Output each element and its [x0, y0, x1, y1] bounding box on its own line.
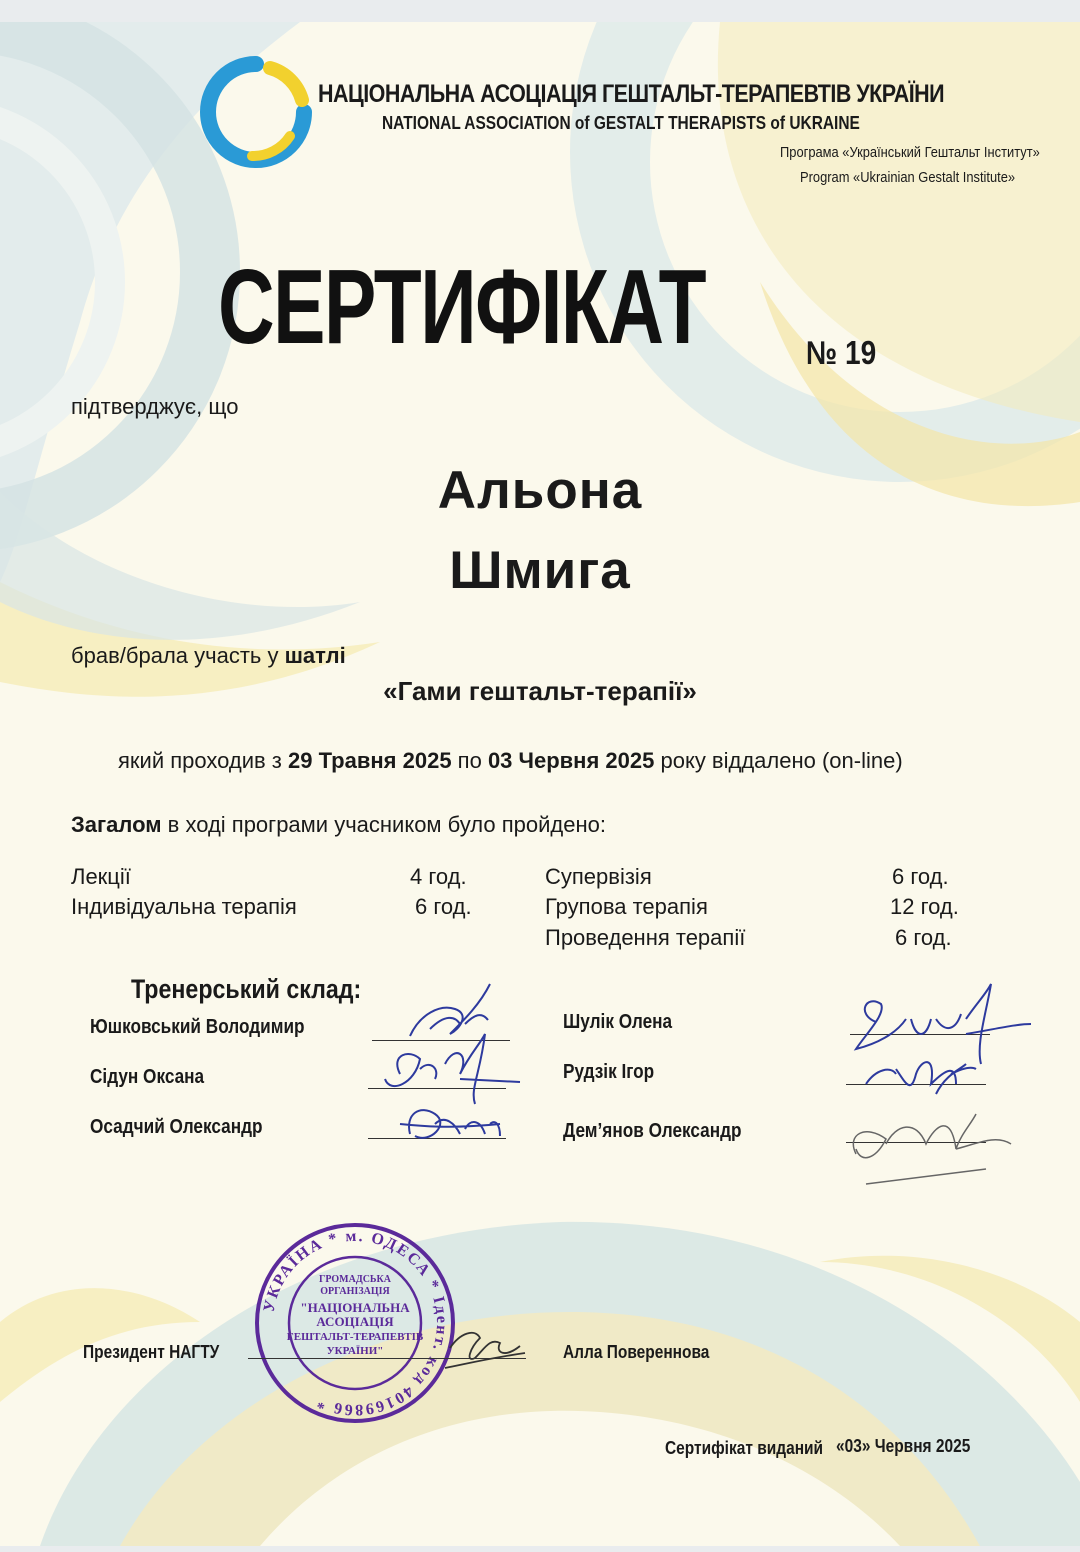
hours-left-label-0: Лекції [71, 864, 131, 889]
hours-right-value-0: 6 год. [892, 864, 949, 889]
hours-left-value-1: 6 год. [415, 894, 472, 919]
seal-line-2: "НАЦІОНАЛЬНА [300, 1300, 410, 1315]
hours-left-value-0: 4 год. [410, 864, 467, 889]
issued-label: Сертифікат виданий [665, 1438, 824, 1458]
trainer-left-1: Сідун Оксана [90, 1066, 205, 1088]
org-name-ua: НАЦІОНАЛЬНА АСОЦІАЦІЯ ГЕШТАЛЬТ-ТЕРАПЕВТІВ УКРАЇНИ [318, 80, 945, 108]
hours-left-label-1: Індивідуальна терапія [71, 894, 297, 919]
hours-right-label-0: Супервізія [545, 864, 652, 889]
total-rest: в ході програми учасником було пройдено: [161, 812, 606, 837]
issued-date: «03» Червня 2025 [836, 1436, 971, 1456]
certificate-title: СЕРТИФІКАТ [218, 248, 706, 366]
participation-prefix: брав/брала участь у [71, 643, 285, 668]
nagtu-logo-icon [200, 56, 312, 168]
seal-line-4: ГЕШТАЛЬТ-ТЕРАПЕВТІВ [286, 1331, 424, 1343]
president-signature [430, 1308, 530, 1378]
organization-seal-icon [252, 1220, 458, 1426]
confirms-text: підтверджує, що [71, 394, 239, 419]
dates-mid: по [451, 748, 488, 773]
course-title: «Гами гештальт-терапії» [383, 676, 697, 706]
trainer-right-2: Дем’янов Олександр [563, 1120, 742, 1142]
dates-line [118, 748, 903, 774]
total-bold: Загалом [71, 812, 162, 837]
seal-line-3: АСОЦІАЦІЯ [316, 1314, 394, 1329]
seal-line-5: УКРАЇНИ" [326, 1345, 384, 1357]
trainer-right-1: Рудзік Ігор [563, 1061, 655, 1083]
trainer-left-0: Юшковський Володимир [90, 1016, 305, 1038]
date-from: 29 Травня 2025 [288, 748, 452, 773]
hours-right-value-1: 12 год. [890, 894, 959, 919]
program-ua: Програма «Український Гештальт Інститут» [780, 144, 1040, 161]
total-line [71, 812, 606, 838]
hours-right-label-1: Групова терапія [545, 894, 708, 919]
org-name-en: NATIONAL ASSOCIATION of GESTALT THERAPISTS of UKRAINE [382, 113, 860, 133]
certificate-number: № 19 [806, 334, 877, 371]
president-name: Алла Повереннова [563, 1342, 710, 1362]
hours-right-label-2: Проведення терапії [545, 925, 746, 950]
program-en: Program «Ukrainian Gestalt Institute» [800, 169, 1016, 186]
trainer-right-0: Шулік Олена [563, 1011, 673, 1033]
trainer-signatures-right [836, 974, 1056, 1204]
seal-outer-text: УКРАЇНА * м. ОДЕСА * Ідент. код 40169866 * [260, 1227, 451, 1419]
date-to: 03 Червня 2025 [487, 748, 655, 773]
trainer-signatures-left [360, 974, 540, 1154]
dates-prefix: який проходив з [118, 748, 288, 773]
participation-event: шатлі [284, 643, 346, 668]
trainer-left-2: Осадчий Олександр [90, 1116, 263, 1138]
recipient-last-name: Шмига [449, 541, 631, 600]
dates-suffix: року віддалено (on-line) [654, 748, 903, 773]
president-label: Президент НАГТУ [83, 1342, 220, 1362]
participation-line [71, 643, 346, 669]
trainers-heading: Тренерський склад: [131, 974, 362, 1004]
certificate-sheet [0, 22, 1080, 1546]
hours-right-value-2: 6 год. [895, 925, 952, 950]
seal-line-1: ОРГАНІЗАЦІЯ [320, 1286, 390, 1297]
seal-line-0: ГРОМАДСЬКА [318, 1274, 392, 1285]
recipient-first-name: Альона [437, 461, 643, 520]
